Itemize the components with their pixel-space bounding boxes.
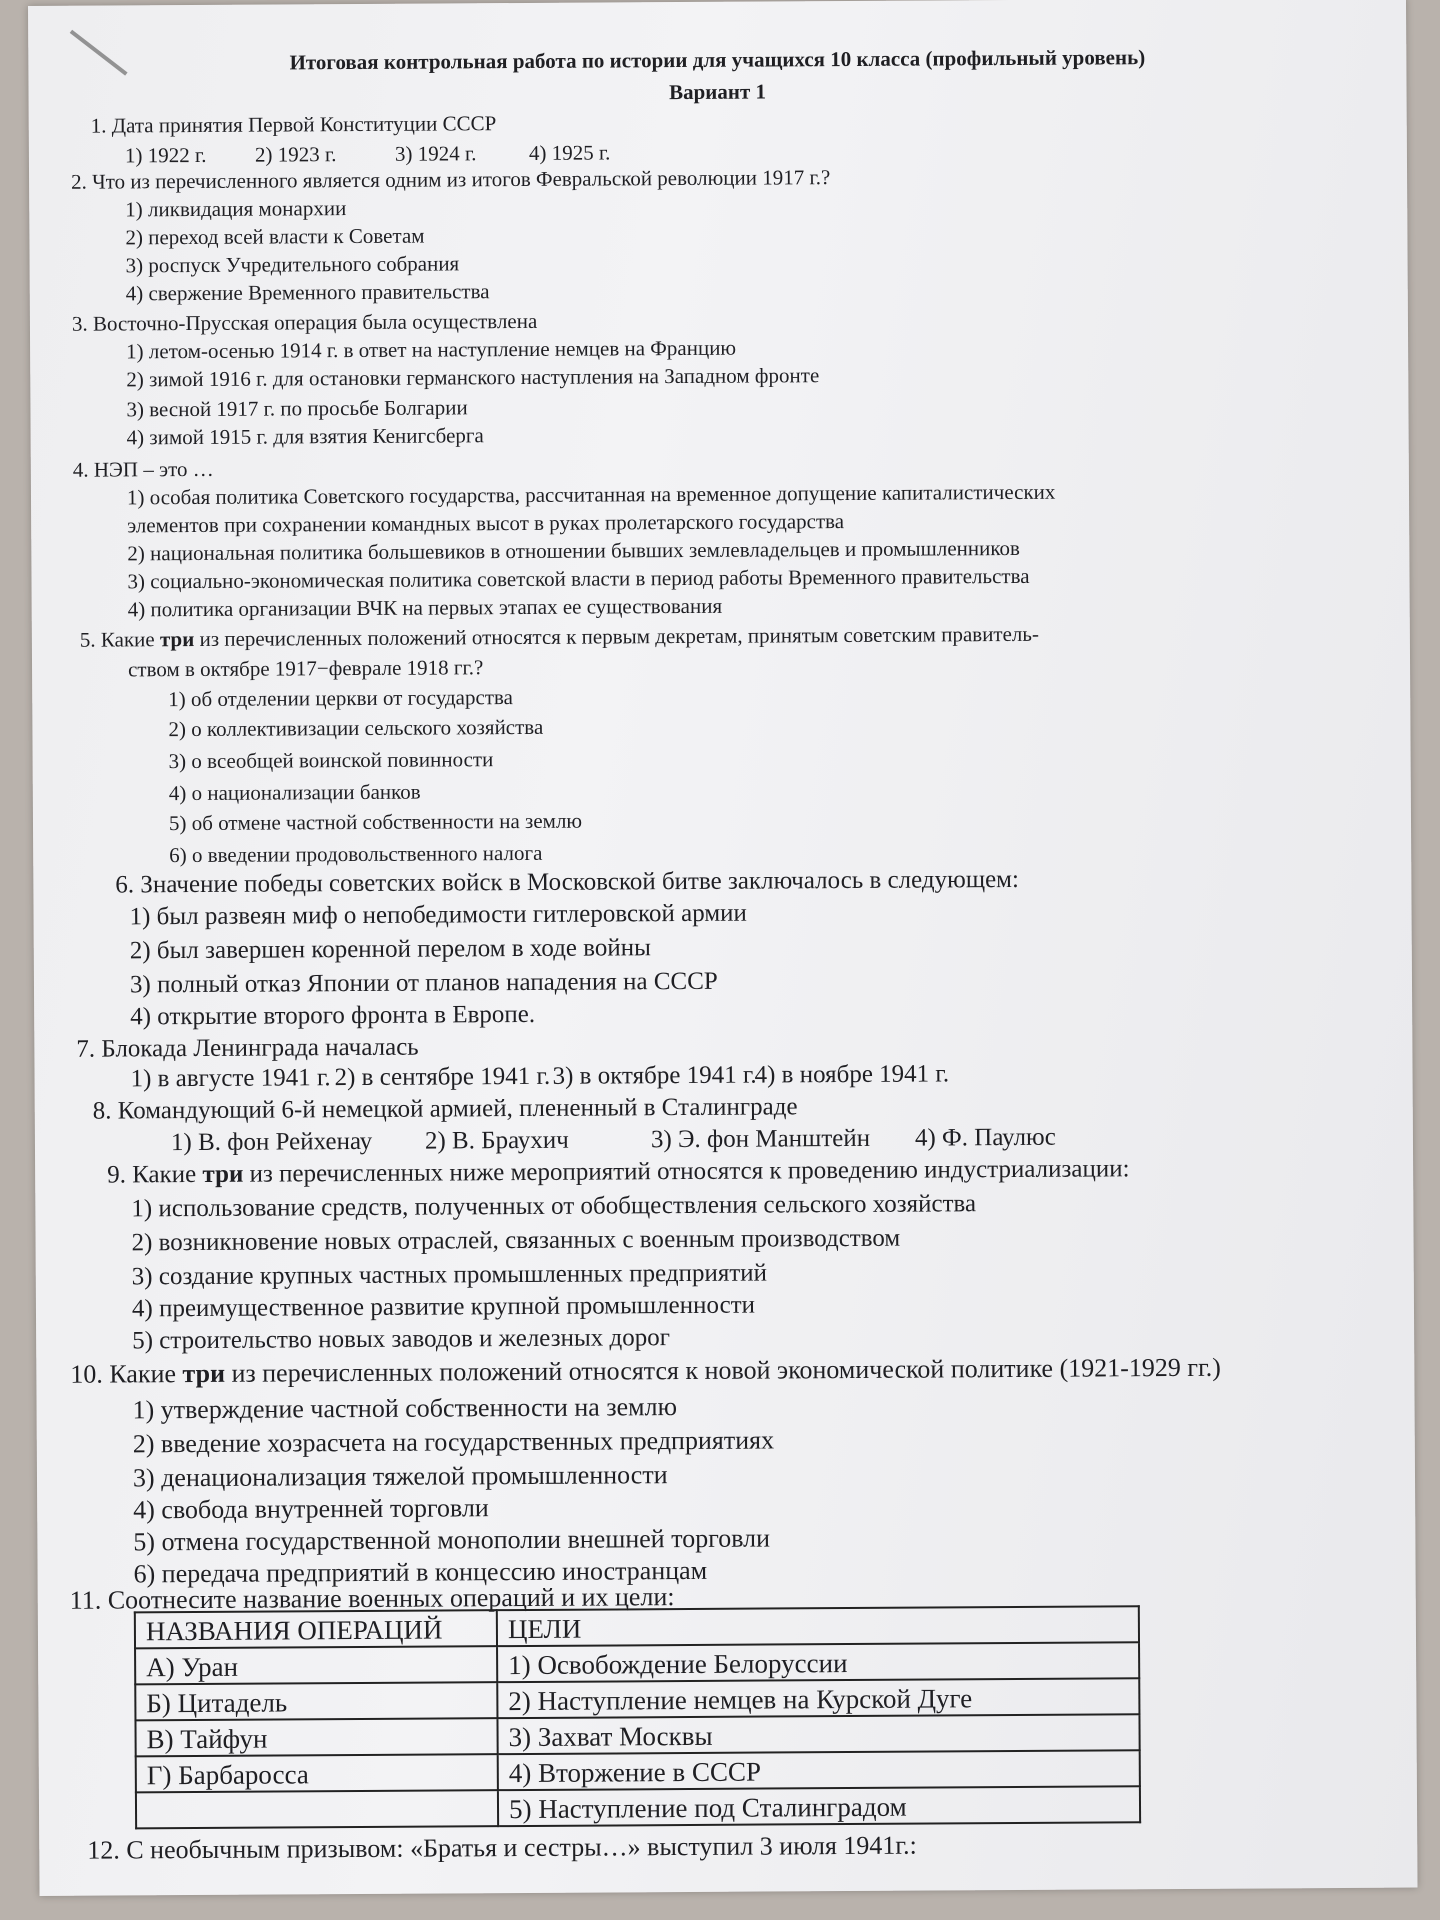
q9-option-5: 5) строительство новых заводов и железных дорог xyxy=(132,1324,671,1355)
q4-option-1-cont: элементов при сохранении командных высот в руках пролетарского государства xyxy=(127,509,845,538)
goal-cell: 2) Наступление немцев на Курской Дуге xyxy=(497,1678,1139,1718)
table-row xyxy=(135,1714,1139,1756)
q9-option-4: 4) преимущественное развитие крупной промышленности xyxy=(131,1291,756,1323)
q4-option-1: 1) особая политика Советского государства, рассчитанная на временное допущение капиталистических xyxy=(126,479,1056,510)
table-header-row xyxy=(135,1606,1139,1648)
q3-option-1: 1) летом-осенью 1914 г. в ответ на наступление немцев на Францию xyxy=(126,335,737,364)
question-12: 12. С необычным призывом: «Братья и сестры…» выступил 3 июля 1941г.: xyxy=(87,1830,917,1865)
table-header-operations: НАЗВАНИЯ ОПЕРАЦИЙ xyxy=(135,1610,497,1648)
q3-option-3: 3) весной 1917 г. по просьбе Болгарии xyxy=(126,395,468,422)
operation-cell: А) Уран xyxy=(135,1646,497,1684)
question-11: 11. Соотнесите название военных операций и их цели: xyxy=(69,1582,675,1615)
q10-option-2: 2) введение хозрасчета на государственных предприятиях xyxy=(132,1425,775,1459)
q3-option-4: 4) зимой 1915 г. для взятия Кенигсберга xyxy=(126,423,484,450)
operation-cell xyxy=(136,1790,498,1828)
q10-option-3: 3) денационализация тяжелой промышленности xyxy=(132,1460,668,1493)
q7-option-1: 1) в августе 1941 г. xyxy=(130,1064,331,1093)
q1-option-4: 4) 1925 г. xyxy=(528,140,611,165)
q8-option-4: 4) Ф. Паулюс xyxy=(914,1123,1056,1152)
variant-label: Вариант 1 xyxy=(668,79,767,105)
q4-option-4: 4) политика организации ВЧК на первых этапах ее существования xyxy=(127,593,723,622)
q9-option-2: 2) возникновение новых отраслей, связанных с военным производством xyxy=(131,1224,901,1257)
table-row xyxy=(135,1642,1139,1684)
exam-title: Итоговая контрольная работа по истории для учащихся 10 класса (профильный уровень) xyxy=(289,45,1146,75)
question-1: 1. Дата принятия Первой Конституции СССР xyxy=(90,111,497,138)
q6-option-4: 4) открытие второго фронта в Европе. xyxy=(130,1000,536,1031)
q7-option-4: 4) в ноябре 1941 г. xyxy=(754,1060,950,1089)
question-6: 6. Значение победы советских войск в Московской битве заключалось в следующем: xyxy=(115,865,1019,899)
q9-option-3: 3) создание крупных частных промышленных предприятий xyxy=(131,1259,768,1291)
q5-option-4: 4) о национализации банков xyxy=(168,779,421,806)
operation-cell: Б) Цитадель xyxy=(135,1682,497,1720)
q10-option-6: 6) передача предприятий в концессию иностранцам xyxy=(133,1555,708,1589)
q7-option-2: 2) в сентябре 1941 г. xyxy=(334,1062,551,1092)
q8-option-2: 2) В. Браухич xyxy=(424,1126,569,1155)
question-10: 10. Какие три из перечисленных положений относятся к новой экономической политике (1921-1929 гг.) xyxy=(70,1352,1222,1389)
q8-option-3: 3) Э. фон Манштейн xyxy=(650,1124,871,1154)
q9-option-1: 1) использование средств, полученных от обобществления сельского хозяйства xyxy=(131,1190,977,1223)
q5-option-5: 5) об отмене частной собственности на землю xyxy=(168,808,583,836)
operation-cell: В) Тайфун xyxy=(135,1718,497,1756)
table-row xyxy=(135,1678,1139,1720)
q1-option-3: 3) 1924 г. xyxy=(394,141,477,166)
q5-option-1: 1) об отделении церкви от государства xyxy=(168,685,513,712)
exam-sheet xyxy=(28,0,1418,1896)
goal-cell: 5) Наступление под Сталинградом xyxy=(498,1786,1140,1826)
q3-option-2: 2) зимой 1916 г. для остановки германского наступления на Западном фронте xyxy=(126,363,820,392)
question-4: 4. НЭП – это … xyxy=(72,456,214,482)
table-header-goals: ЦЕЛИ xyxy=(497,1606,1139,1646)
q5-option-6: 6) о введении продовольственного налога xyxy=(169,840,543,868)
question-2: 2. Что из перечисленного является одним из итогов Февральской революции 1917 г.? xyxy=(71,165,831,194)
q6-option-1: 1) был развеян миф о непобедимости гитлеровской армии xyxy=(129,899,747,931)
q6-option-3: 3) полный отказ Японии от планов нападения на СССР xyxy=(129,967,718,999)
question-5: 5. Какие три из перечисленных положений относятся к первым декретам, принятым советским правитель- xyxy=(79,621,1040,652)
q5-option-2: 2) о коллективизации сельского хозяйства xyxy=(168,714,544,742)
q7-option-3: 3) в октябре 1941 г. xyxy=(552,1061,757,1090)
q2-option-4: 4) свержение Временного правительства xyxy=(125,279,490,306)
q6-option-2: 2) был завершен коренной перелом в ходе войны xyxy=(129,934,652,965)
operations-table xyxy=(134,1605,1141,1829)
goal-cell: 4) Вторжение в СССР xyxy=(498,1750,1140,1790)
q4-option-2: 2) национальная политика большевиков в отношении бывших землевладельцев и промышленников xyxy=(127,535,1020,566)
goal-cell: 3) Захват Москвы xyxy=(497,1714,1139,1754)
q2-option-3: 3) роспуск Учредительного собрания xyxy=(125,251,460,278)
operation-cell: Г) Барбаросса xyxy=(136,1754,498,1792)
question-7: 7. Блокада Ленинграда началась xyxy=(76,1033,419,1063)
table-row xyxy=(136,1750,1140,1792)
table-row xyxy=(136,1786,1140,1828)
q10-option-4: 4) свобода внутренней торговли xyxy=(133,1493,489,1525)
question-5-cont: ством в октябре 1917−феврале 1918 гг.? xyxy=(127,655,484,682)
q10-option-1: 1) утверждение частной собственности на землю xyxy=(132,1392,678,1425)
question-3: 3. Восточно-Прусская операция была осуществлена xyxy=(71,308,538,336)
q5-option-3: 3) о всеобщей воинской повинности xyxy=(168,747,494,774)
question-8: 8. Командующий 6-й немецкой армией, плененный в Сталинграде xyxy=(92,1093,798,1125)
question-9: 9. Какие три из перечисленных ниже мероприятий относятся к проведению индустриализации: xyxy=(107,1155,1130,1189)
q1-option-1: 1) 1922 г. xyxy=(124,142,207,168)
q1-option-2: 2) 1923 г. xyxy=(254,142,337,167)
q8-option-1: 1) В. фон Рейхенау xyxy=(170,1127,373,1157)
q10-option-5: 5) отмена государственной монополии внешней торговли xyxy=(133,1523,771,1557)
goal-cell: 1) Освобождение Белоруссии xyxy=(497,1642,1139,1682)
q2-option-2: 2) переход всей власти к Советам xyxy=(125,223,425,250)
q2-option-1: 1) ликвидация монархии xyxy=(125,196,347,222)
q4-option-3: 3) социально-экономическая политика советской власти в период работы Временного правительства xyxy=(127,563,1030,594)
